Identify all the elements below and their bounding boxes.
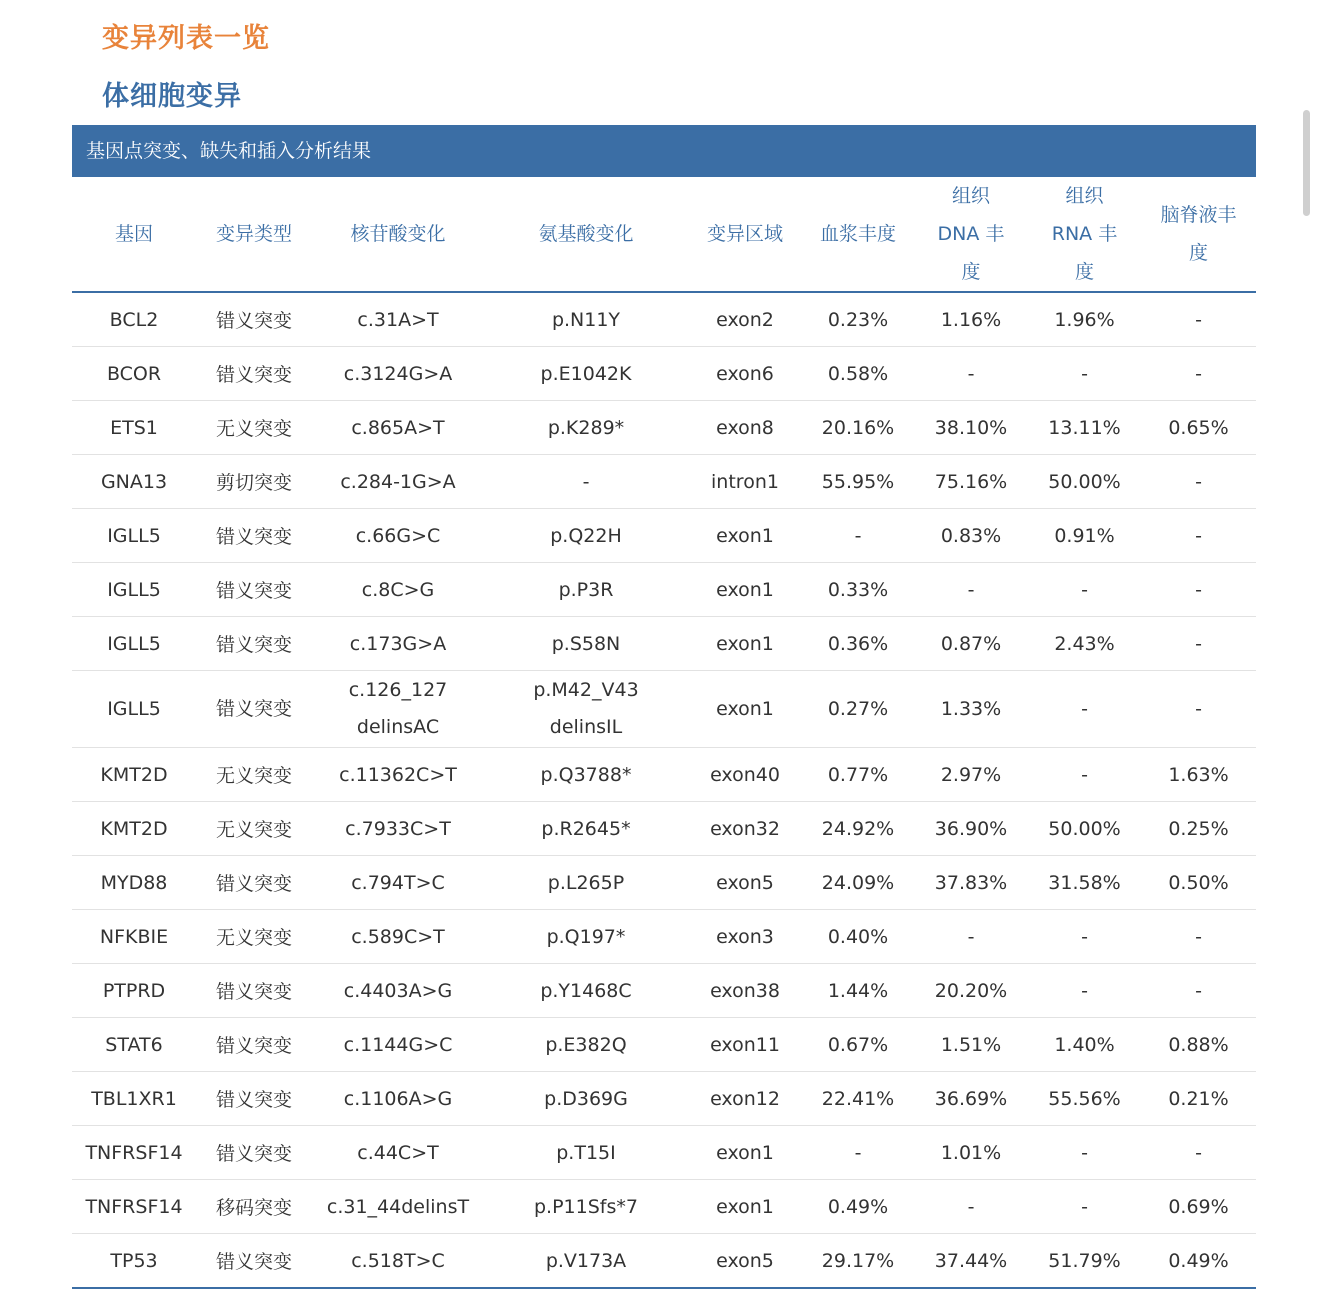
table-cell: 37.83% xyxy=(914,856,1028,910)
table-cell: KMT2D xyxy=(72,802,196,856)
column-header-line: 度 xyxy=(961,261,981,283)
table-cell: c.31A>T xyxy=(312,292,484,347)
table-cell: 2.97% xyxy=(914,748,1028,802)
table-cell: 1.16% xyxy=(914,292,1028,347)
table-cell: PTPRD xyxy=(72,964,196,1018)
table-cell: KMT2D xyxy=(72,748,196,802)
vertical-scrollbar[interactable] xyxy=(1303,110,1310,216)
table-cell: p.E1042K xyxy=(484,347,688,401)
table-cell: - xyxy=(1141,509,1256,563)
table-cell: exon1 xyxy=(688,617,802,671)
table-row xyxy=(72,563,1256,617)
column-header xyxy=(688,177,802,292)
table-cell: 0.83% xyxy=(914,509,1028,563)
table-cell: 0.50% xyxy=(1141,856,1256,910)
table-cell: 13.11% xyxy=(1028,401,1141,455)
table-cell: - xyxy=(1028,563,1141,617)
page-title: 变异列表一览 xyxy=(102,23,270,54)
table-row xyxy=(72,1072,1256,1126)
table-cell: p.R2645* xyxy=(484,802,688,856)
table-cell: exon6 xyxy=(688,347,802,401)
table-row xyxy=(72,802,1256,856)
table-cell: 错义突变 xyxy=(196,563,312,617)
table-cell: c.589C>T xyxy=(312,910,484,964)
column-header-line: 基因 xyxy=(114,223,153,245)
table-cell: p.L265P xyxy=(484,856,688,910)
table-cell: 0.33% xyxy=(802,563,914,617)
table-cell: 剪切突变 xyxy=(196,455,312,509)
table-cell: p.S58N xyxy=(484,617,688,671)
table-cell: TNFRSF14 xyxy=(72,1126,196,1180)
table-cell: - xyxy=(1141,964,1256,1018)
table-cell: c.8C>G xyxy=(312,563,484,617)
table-cell: 2.43% xyxy=(1028,617,1141,671)
table-cell: c.44C>T xyxy=(312,1126,484,1180)
table-cell: c.7933C>T xyxy=(312,802,484,856)
table-cell: c.126_127 delinsAC xyxy=(312,671,484,748)
table-cell: ETS1 xyxy=(72,401,196,455)
table-cell: IGLL5 xyxy=(72,563,196,617)
table-cell: - xyxy=(1028,910,1141,964)
banner-title: 基因点突变、缺失和插入分析结果 xyxy=(86,140,372,162)
table-cell: exon5 xyxy=(688,856,802,910)
table-header xyxy=(72,177,1256,292)
table-body xyxy=(72,292,1256,1288)
table-cell: 无义突变 xyxy=(196,802,312,856)
column-header-line: 脑脊液丰 xyxy=(1160,204,1237,226)
table-cell: - xyxy=(1028,671,1141,748)
table-cell: 20.20% xyxy=(914,964,1028,1018)
table-cell: BCOR xyxy=(72,347,196,401)
table-cell: c.1144G>C xyxy=(312,1018,484,1072)
table-cell: - xyxy=(1141,347,1256,401)
table-row xyxy=(72,856,1256,910)
table-row xyxy=(72,748,1256,802)
table-cell: 0.49% xyxy=(802,1180,914,1234)
table-cell: 移码突变 xyxy=(196,1180,312,1234)
table-cell: c.284-1G>A xyxy=(312,455,484,509)
table-cell: 20.16% xyxy=(802,401,914,455)
table-cell: TP53 xyxy=(72,1234,196,1289)
column-header xyxy=(1028,177,1141,292)
table-cell: IGLL5 xyxy=(72,671,196,748)
table-cell: 36.69% xyxy=(914,1072,1028,1126)
table-cell: 错义突变 xyxy=(196,509,312,563)
table-cell: 1.63% xyxy=(1141,748,1256,802)
table-cell: 50.00% xyxy=(1028,802,1141,856)
column-header-line: RNA 丰 xyxy=(1051,223,1118,245)
table-cell: GNA13 xyxy=(72,455,196,509)
table-cell: 1.96% xyxy=(1028,292,1141,347)
column-header xyxy=(312,177,484,292)
table-row xyxy=(72,617,1256,671)
table-cell: 0.23% xyxy=(802,292,914,347)
table-cell: TBL1XR1 xyxy=(72,1072,196,1126)
table-cell: 错义突变 xyxy=(196,1234,312,1289)
table-cell: c.66G>C xyxy=(312,509,484,563)
table-cell: 1.33% xyxy=(914,671,1028,748)
table-cell: 0.21% xyxy=(1141,1072,1256,1126)
table-cell: IGLL5 xyxy=(72,617,196,671)
column-header xyxy=(914,177,1028,292)
table-cell: 0.25% xyxy=(1141,802,1256,856)
table-cell: 0.40% xyxy=(802,910,914,964)
table-cell: - xyxy=(1141,1126,1256,1180)
table-cell: 24.09% xyxy=(802,856,914,910)
table-cell: 31.58% xyxy=(1028,856,1141,910)
table-cell: 0.49% xyxy=(1141,1234,1256,1289)
table-cell: exon1 xyxy=(688,671,802,748)
column-header-line: DNA 丰 xyxy=(937,223,1005,245)
column-header-line: 核苷酸变化 xyxy=(350,223,446,245)
table-cell: c.4403A>G xyxy=(312,964,484,1018)
table-cell: p.Q3788* xyxy=(484,748,688,802)
column-header xyxy=(1141,177,1256,292)
table-cell: c.173G>A xyxy=(312,617,484,671)
table-cell: - xyxy=(1141,292,1256,347)
table-cell: 错义突变 xyxy=(196,1072,312,1126)
table-cell: c.11362C>T xyxy=(312,748,484,802)
table-cell: p.E382Q xyxy=(484,1018,688,1072)
column-header-line: 度 xyxy=(1188,242,1208,264)
table-cell: exon1 xyxy=(688,1126,802,1180)
section-subtitle: 体细胞变异 xyxy=(102,81,242,112)
table-row xyxy=(72,292,1256,347)
table-cell: - xyxy=(1028,748,1141,802)
table-cell: - xyxy=(1141,910,1256,964)
table-cell: IGLL5 xyxy=(72,509,196,563)
table-cell: 0.58% xyxy=(802,347,914,401)
table-row xyxy=(72,401,1256,455)
table-row xyxy=(72,1180,1256,1234)
table-cell: - xyxy=(802,1126,914,1180)
table-cell: - xyxy=(1141,671,1256,748)
table-cell: 0.27% xyxy=(802,671,914,748)
variant-table xyxy=(72,177,1256,1289)
header-row xyxy=(72,177,1256,292)
table-cell: 36.90% xyxy=(914,802,1028,856)
table-cell: 无义突变 xyxy=(196,748,312,802)
table-cell: 38.10% xyxy=(914,401,1028,455)
table-cell: exon38 xyxy=(688,964,802,1018)
table-row xyxy=(72,509,1256,563)
table-cell: STAT6 xyxy=(72,1018,196,1072)
table-cell: exon8 xyxy=(688,401,802,455)
table-cell: - xyxy=(1028,1180,1141,1234)
table-cell: - xyxy=(1141,455,1256,509)
table-cell: exon11 xyxy=(688,1018,802,1072)
table-cell: 无义突变 xyxy=(196,910,312,964)
table-cell: - xyxy=(914,1180,1028,1234)
table-cell: TNFRSF14 xyxy=(72,1180,196,1234)
table-cell: 50.00% xyxy=(1028,455,1141,509)
table-cell: 错义突变 xyxy=(196,617,312,671)
table-cell: - xyxy=(1028,347,1141,401)
table-cell: 0.65% xyxy=(1141,401,1256,455)
table-cell: p.P11Sfs*7 xyxy=(484,1180,688,1234)
table-cell: 1.44% xyxy=(802,964,914,1018)
table-cell: 75.16% xyxy=(914,455,1028,509)
table-cell: c.794T>C xyxy=(312,856,484,910)
table-cell: 55.95% xyxy=(802,455,914,509)
table-cell: - xyxy=(914,347,1028,401)
table-row xyxy=(72,671,1256,748)
table-cell: 0.36% xyxy=(802,617,914,671)
table-cell: 错义突变 xyxy=(196,964,312,1018)
table-cell: 错义突变 xyxy=(196,347,312,401)
table-cell: p.N11Y xyxy=(484,292,688,347)
column-header-line: 变异类型 xyxy=(215,223,292,245)
table-cell: c.31_44delinsT xyxy=(312,1180,484,1234)
table-cell: p.P3R xyxy=(484,563,688,617)
column-header xyxy=(72,177,196,292)
table-cell: - xyxy=(1141,617,1256,671)
table-cell: exon12 xyxy=(688,1072,802,1126)
table-row xyxy=(72,910,1256,964)
table-cell: exon5 xyxy=(688,1234,802,1289)
table-cell: exon2 xyxy=(688,292,802,347)
table-cell: p.Y1468C xyxy=(484,964,688,1018)
table-cell: NFKBIE xyxy=(72,910,196,964)
table-row xyxy=(72,1126,1256,1180)
table-cell: - xyxy=(914,910,1028,964)
table-cell: - xyxy=(1141,563,1256,617)
table-cell: 错义突变 xyxy=(196,856,312,910)
table-cell: c.865A>T xyxy=(312,401,484,455)
column-header-line: 组织 xyxy=(1065,185,1104,207)
table-cell: 0.87% xyxy=(914,617,1028,671)
column-header xyxy=(484,177,688,292)
table-row xyxy=(72,1018,1256,1072)
table-cell: c.518T>C xyxy=(312,1234,484,1289)
table-cell: 错义突变 xyxy=(196,1126,312,1180)
table-cell: 55.56% xyxy=(1028,1072,1141,1126)
table-cell: - xyxy=(484,455,688,509)
table-cell: BCL2 xyxy=(72,292,196,347)
table-cell: p.Q197* xyxy=(484,910,688,964)
table-cell: 1.51% xyxy=(914,1018,1028,1072)
table-cell: p.Q22H xyxy=(484,509,688,563)
table-row xyxy=(72,1234,1256,1289)
table-cell: p.V173A xyxy=(484,1234,688,1289)
column-header xyxy=(196,177,312,292)
table-cell: - xyxy=(1028,964,1141,1018)
table-cell: 51.79% xyxy=(1028,1234,1141,1289)
table-cell: c.1106A>G xyxy=(312,1072,484,1126)
table-row xyxy=(72,347,1256,401)
table-cell: - xyxy=(914,563,1028,617)
table-cell: MYD88 xyxy=(72,856,196,910)
column-header xyxy=(802,177,914,292)
table-cell: 22.41% xyxy=(802,1072,914,1126)
table-cell: exon3 xyxy=(688,910,802,964)
table-cell: - xyxy=(1028,1126,1141,1180)
table-row xyxy=(72,455,1256,509)
table-cell: 37.44% xyxy=(914,1234,1028,1289)
table-cell: exon40 xyxy=(688,748,802,802)
column-header-line: 度 xyxy=(1074,261,1094,283)
table-cell: 1.01% xyxy=(914,1126,1028,1180)
table-cell: intron1 xyxy=(688,455,802,509)
table-cell: 29.17% xyxy=(802,1234,914,1289)
table-cell: 错义突变 xyxy=(196,292,312,347)
table-cell: 错义突变 xyxy=(196,1018,312,1072)
table-cell: - xyxy=(802,509,914,563)
column-header-line: 氨基酸变化 xyxy=(538,223,634,245)
table-cell: 0.67% xyxy=(802,1018,914,1072)
table-cell: exon1 xyxy=(688,509,802,563)
table-cell: 24.92% xyxy=(802,802,914,856)
table-cell: 1.40% xyxy=(1028,1018,1141,1072)
table-cell: exon1 xyxy=(688,563,802,617)
column-header-line: 血浆丰度 xyxy=(819,223,896,245)
table-cell: exon1 xyxy=(688,1180,802,1234)
table-cell: p.T15I xyxy=(484,1126,688,1180)
table-cell: p.M42_V43 delinsIL xyxy=(484,671,688,748)
table-cell: p.D369G xyxy=(484,1072,688,1126)
table-cell: 无义突变 xyxy=(196,401,312,455)
table-cell: 错义突变 xyxy=(196,671,312,748)
column-header-line: 组织 xyxy=(951,185,990,207)
table-cell: exon32 xyxy=(688,802,802,856)
table-cell: p.K289* xyxy=(484,401,688,455)
table-row xyxy=(72,964,1256,1018)
column-header-line: 变异区域 xyxy=(706,223,783,245)
section-banner xyxy=(72,125,1256,177)
table-cell: 0.77% xyxy=(802,748,914,802)
table-cell: 0.69% xyxy=(1141,1180,1256,1234)
table-cell: 0.88% xyxy=(1141,1018,1256,1072)
table-cell: c.3124G>A xyxy=(312,347,484,401)
table-cell: 0.91% xyxy=(1028,509,1141,563)
